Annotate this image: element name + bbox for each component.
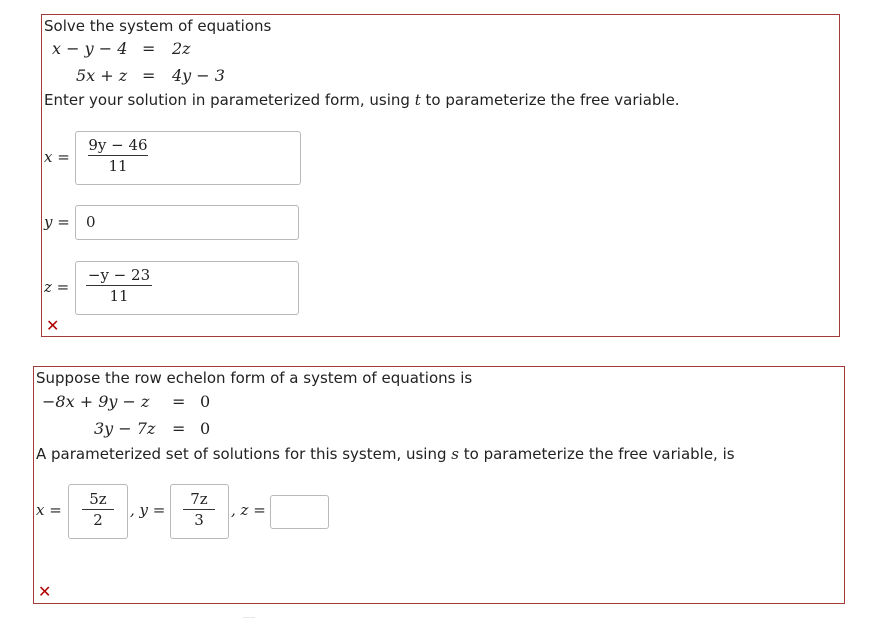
x-label-2: x = [36, 501, 62, 519]
y-answer-input[interactable] [75, 205, 299, 240]
y-value: 0 [86, 213, 96, 231]
z-answer-input-2[interactable] [270, 495, 329, 529]
z-label: z = [44, 278, 70, 296]
rref-equation-1-rhs: 0 [200, 392, 211, 411]
y-fraction-2: 7z 3 [183, 491, 215, 529]
equation-2-equals: = [142, 66, 156, 85]
rref-equation-1-equals: = [172, 392, 186, 411]
equation-2-rhs: 4y − 3 [172, 66, 225, 85]
x-label: x = [44, 148, 70, 166]
close-icon: ✕ [38, 582, 52, 601]
equation-1-rhs: 2z [172, 39, 191, 58]
problem-panel-1 [41, 14, 840, 337]
rref-equation-2-equals: = [172, 419, 186, 438]
problem-2-intro: Suppose the row echelon form of a system of equations is [36, 369, 473, 387]
problem-2-instruction: A parameterized set of solutions for this system, using s to parameterize the free variable, is [36, 445, 735, 463]
rref-equation-1 [42, 392, 149, 411]
x-fraction: 9y − 46 11 [88, 136, 148, 175]
x-fraction-2: 5z 2 [82, 491, 114, 529]
equation-1-lhs: x − y − 4 [52, 39, 128, 58]
rref-equation-1-lhs: −8x + 9y − z [42, 392, 150, 411]
y-label: y = [44, 213, 70, 231]
z-answer-input[interactable] [75, 261, 299, 315]
z-label-2: , z = [231, 501, 266, 519]
problem-1-instruction: Enter your solution in parameterized form, using t to parameterize the free variable. [44, 91, 680, 109]
problem-1-intro: Solve the system of equations [44, 17, 272, 35]
x-answer-input[interactable] [75, 131, 301, 185]
rref-equation-2-rhs: 0 [200, 419, 211, 438]
close-icon: ✕ [46, 316, 60, 335]
equation-1-equals: = [142, 39, 156, 58]
equation-1 [52, 39, 127, 58]
y-label-2: , y = [130, 501, 166, 519]
equation-2 [76, 66, 127, 85]
x-answer-input-2[interactable] [68, 484, 128, 539]
z-fraction: −y − 23 11 [87, 266, 151, 305]
divider [243, 617, 255, 618]
y-answer-input-2[interactable] [170, 484, 229, 539]
rref-equation-2-lhs: 3y − 7z [94, 419, 156, 438]
problem-panel-2 [33, 366, 845, 604]
equation-2-lhs: 5x + z [76, 66, 128, 85]
rref-equation-2 [94, 419, 155, 438]
